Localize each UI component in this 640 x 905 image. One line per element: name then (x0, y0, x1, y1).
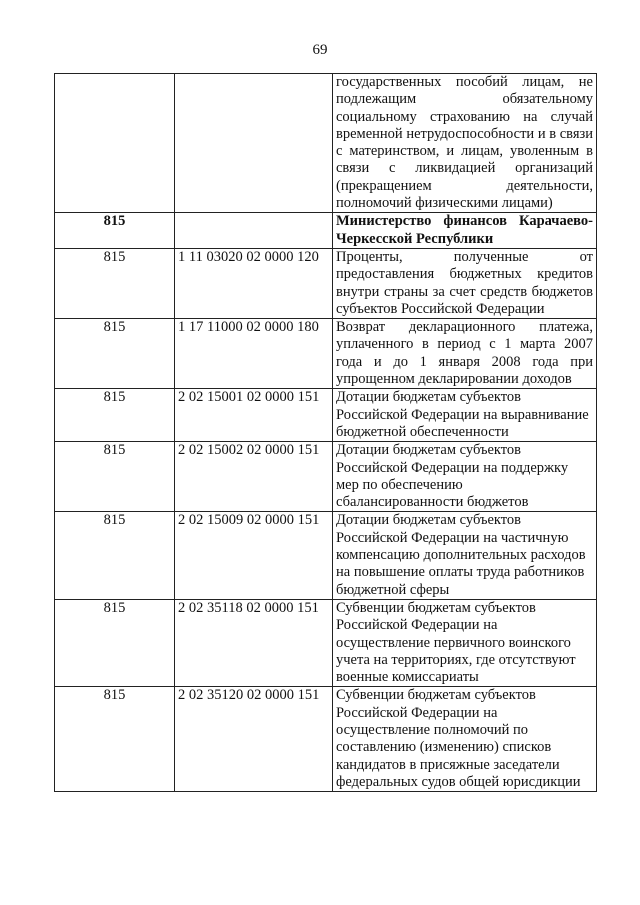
table-row (55, 599, 597, 686)
budget-code-cell: 1 11 03020 02 0000 120 (175, 248, 333, 318)
table-row (55, 248, 597, 318)
budget-code-cell: 2 02 15002 02 0000 151 (175, 442, 333, 512)
table-row (55, 687, 597, 792)
admin-code-cell: 815 (55, 442, 175, 512)
budget-code-cell (175, 74, 333, 213)
page-number: 69 (312, 42, 328, 58)
description-cell: Дотации бюджетам субъектов Российской Федерации на поддержку мер по обеспечению сбалансированности бюджетов (333, 442, 597, 512)
description-cell: государственных пособий лицам, не подлежащим обязательному социальному страхованию на случай временной нетрудоспособности и в связи с материнством, и лицам, уволенным в связи с ликвидацией организаций (прекращением деятельности, полномочий физическими лицами) (333, 74, 597, 213)
admin-code-cell (55, 74, 175, 213)
admin-code-cell: 815 (55, 687, 175, 792)
budget-code-cell: 2 02 35118 02 0000 151 (175, 599, 333, 686)
admin-code-cell: 815 (55, 213, 175, 249)
budget-code-cell (175, 213, 333, 249)
budget-classification-table (54, 73, 597, 792)
table-row (55, 74, 597, 213)
budget-code-cell: 2 02 15001 02 0000 151 (175, 389, 333, 442)
table-row (55, 442, 597, 512)
table-body (55, 74, 597, 792)
admin-code-cell: 815 (55, 512, 175, 599)
description-cell: Дотации бюджетам субъектов Российской Федерации на выравнивание бюджетной обеспеченности (333, 389, 597, 442)
description-cell: Проценты, полученные от предоставления бюджетных кредитов внутри страны за счет средств бюджетов субъектов Российской Федерации (333, 248, 597, 318)
admin-code-cell: 815 (55, 599, 175, 686)
budget-code-cell: 2 02 35120 02 0000 151 (175, 687, 333, 792)
table-row (55, 512, 597, 599)
admin-code-cell: 815 (55, 319, 175, 389)
table-row (55, 389, 597, 442)
budget-code-cell: 1 17 11000 02 0000 180 (175, 319, 333, 389)
table-row (55, 213, 597, 249)
budget-code-cell: 2 02 15009 02 0000 151 (175, 512, 333, 599)
admin-code-cell: 815 (55, 389, 175, 442)
description-cell: Субвенции бюджетам субъектов Российской Федерации на осуществление первичного воинского учета на территориях, где отсутствуют военные комиссариаты (333, 599, 597, 686)
admin-code-cell: 815 (55, 248, 175, 318)
description-cell: Дотации бюджетам субъектов Российской Федерации на частичную компенсацию дополнительных расходов на повышение оплаты труда работников бюджетной сферы (333, 512, 597, 599)
description-cell: Субвенции бюджетам субъектов Российской Федерации на осуществление полномочий по составлению (изменению) списков кандидатов в присяжные заседатели федеральных судов общей юрисдикции (333, 687, 597, 792)
table-row (55, 319, 597, 389)
description-cell: Министерство финансов Карачаево-Черкесской Республики (333, 213, 597, 249)
description-cell: Возврат декларационного платежа, уплаченного в период с 1 марта 2007 года и до 1 января 2008 года при упрощенном декларировании доходов (333, 319, 597, 389)
